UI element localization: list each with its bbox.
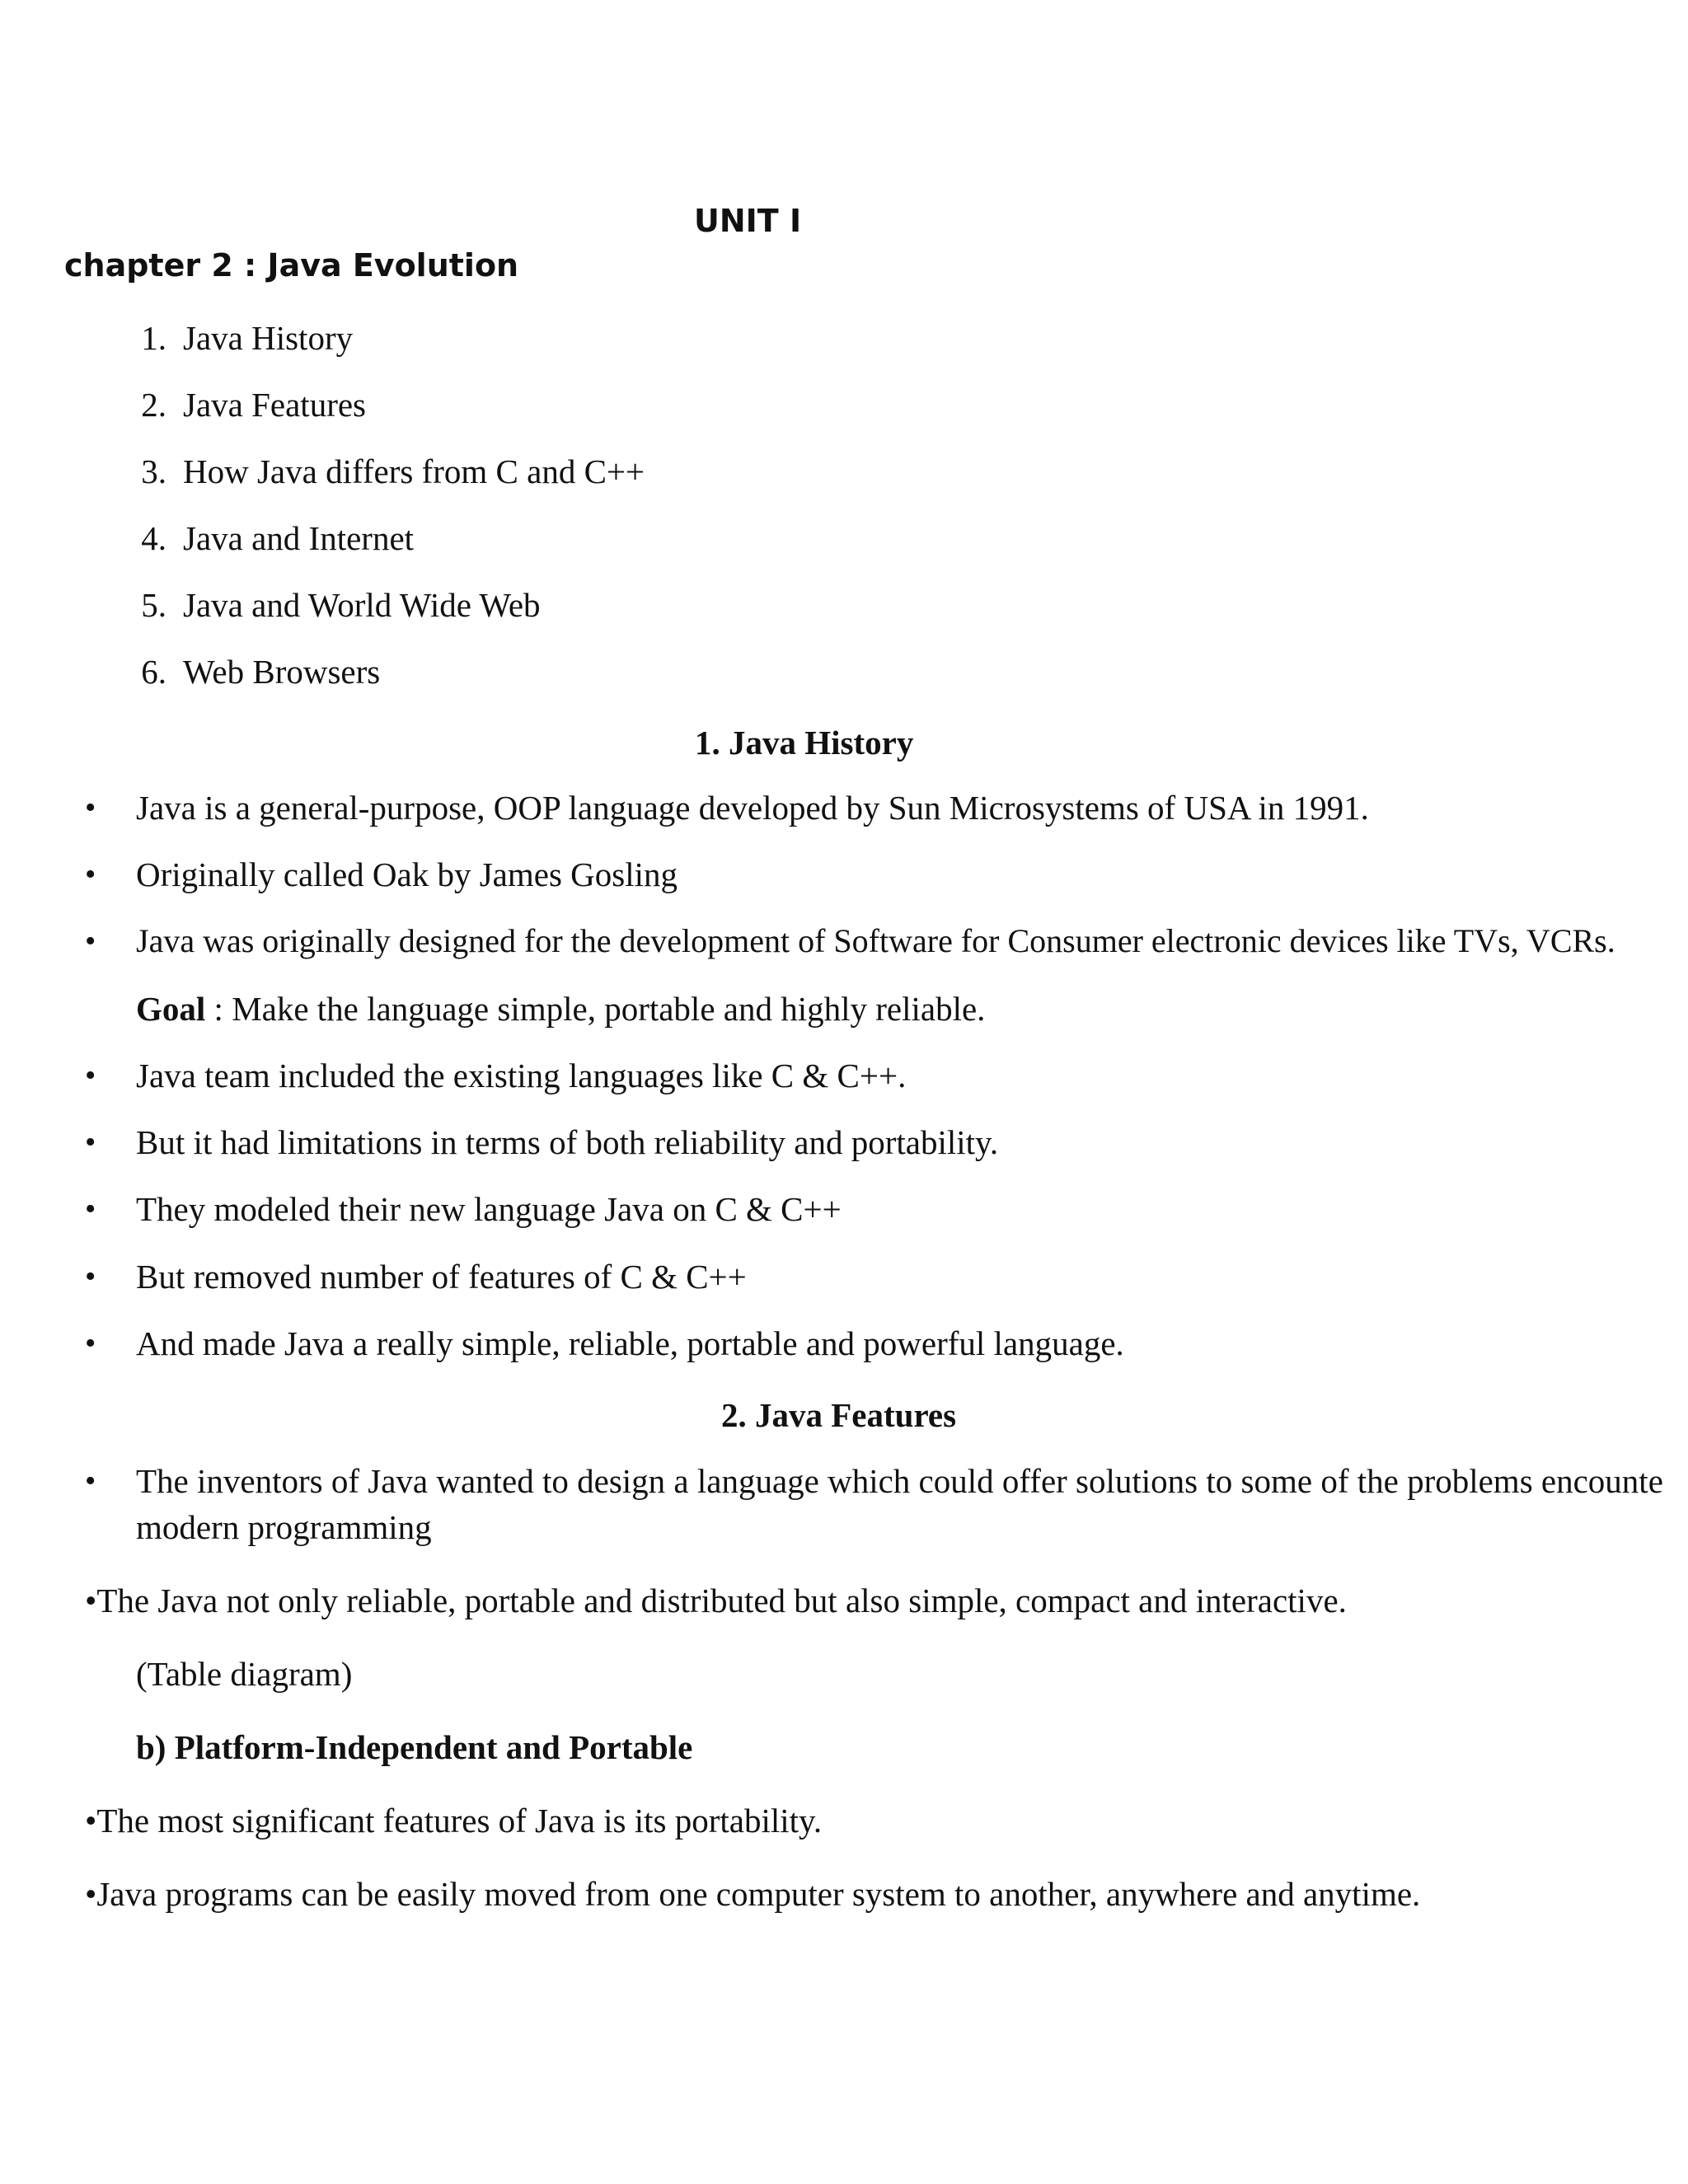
toc-text: Java and World Wide Web <box>183 586 541 624</box>
bullet-dot: • <box>85 857 96 892</box>
toc-number: 5. <box>141 586 166 624</box>
toc-text: Java Features <box>183 386 366 424</box>
bullet-dot: • <box>85 1464 96 1498</box>
toc-number: 1. <box>141 319 166 357</box>
bullet-dot: • <box>85 1125 96 1160</box>
toc-number: 6. <box>141 653 166 691</box>
bullet-dot: • <box>85 1326 96 1361</box>
toc-item <box>117 518 414 558</box>
unit-title: UNIT I <box>694 203 802 239</box>
toc-text: Java History <box>183 319 354 357</box>
history-bullet: Originally called Oak by James Gosling <box>136 855 678 893</box>
goal-line <box>136 989 985 1029</box>
toc-item <box>117 652 380 691</box>
features-bullet-line: The inventors of Java wanted to design a language which could offer solutions to some of the problems encounte <box>136 1462 1663 1500</box>
toc-item <box>117 585 541 625</box>
bullet-dot: • <box>85 790 96 825</box>
toc-number: 2. <box>141 386 166 424</box>
section-heading-history: 1. Java History <box>695 724 914 762</box>
history-bullet: But removed number of features of C & C++ <box>136 1258 747 1296</box>
toc-text: Java and Internet <box>183 519 415 557</box>
history-bullet: And made Java a really simple, reliable, portable and powerful language. <box>136 1324 1124 1362</box>
toc-number: 3. <box>141 452 166 490</box>
history-bullet: But it had limitations in terms of both reliability and portability. <box>136 1123 999 1161</box>
history-bullet: Java is a general-purpose, OOP language developed by Sun Microsystems of USA in 1991. <box>136 789 1369 827</box>
section-heading-features: 2. Java Features <box>721 1396 957 1434</box>
subheading-platform-independent: b) Platform-Independent and Portable <box>136 1728 693 1766</box>
toc-item <box>117 452 645 491</box>
history-bullet: They modeled their new language Java on C & C++ <box>136 1190 842 1228</box>
goal-text: : Make the language simple, portable and highly reliable. <box>205 990 986 1028</box>
features-bullet-line: modern programming <box>136 1508 432 1546</box>
bullet-dot: • <box>85 1058 96 1093</box>
history-bullet: Java was originally designed for the development of Software for Consumer electronic devices like TVs, VCRs. <box>136 922 1615 959</box>
features-line: •The most significant features of Java is its portability. <box>85 1802 823 1840</box>
toc-text: How Java differs from C and C++ <box>183 452 645 490</box>
toc-item <box>117 385 366 424</box>
bullet-dot: • <box>85 1259 96 1294</box>
toc-item <box>117 318 353 358</box>
bullet-dot: • <box>85 1192 96 1226</box>
features-line: •The Java not only reliable, portable and distributed but also simple, compact and interactive. <box>85 1582 1347 1619</box>
table-diagram-note: (Table diagram) <box>136 1655 353 1693</box>
chapter-title: chapter 2 : Java Evolution <box>64 247 519 284</box>
goal-label: Goal <box>136 990 206 1028</box>
toc-text: Web Browsers <box>183 653 381 691</box>
toc-number: 4. <box>141 519 166 557</box>
history-bullet: Java team included the existing languages like C & C++. <box>136 1057 907 1094</box>
features-line: •Java programs can be easily moved from one computer system to another, anywhere and anytime. <box>85 1875 1421 1913</box>
bullet-dot: • <box>85 924 96 958</box>
